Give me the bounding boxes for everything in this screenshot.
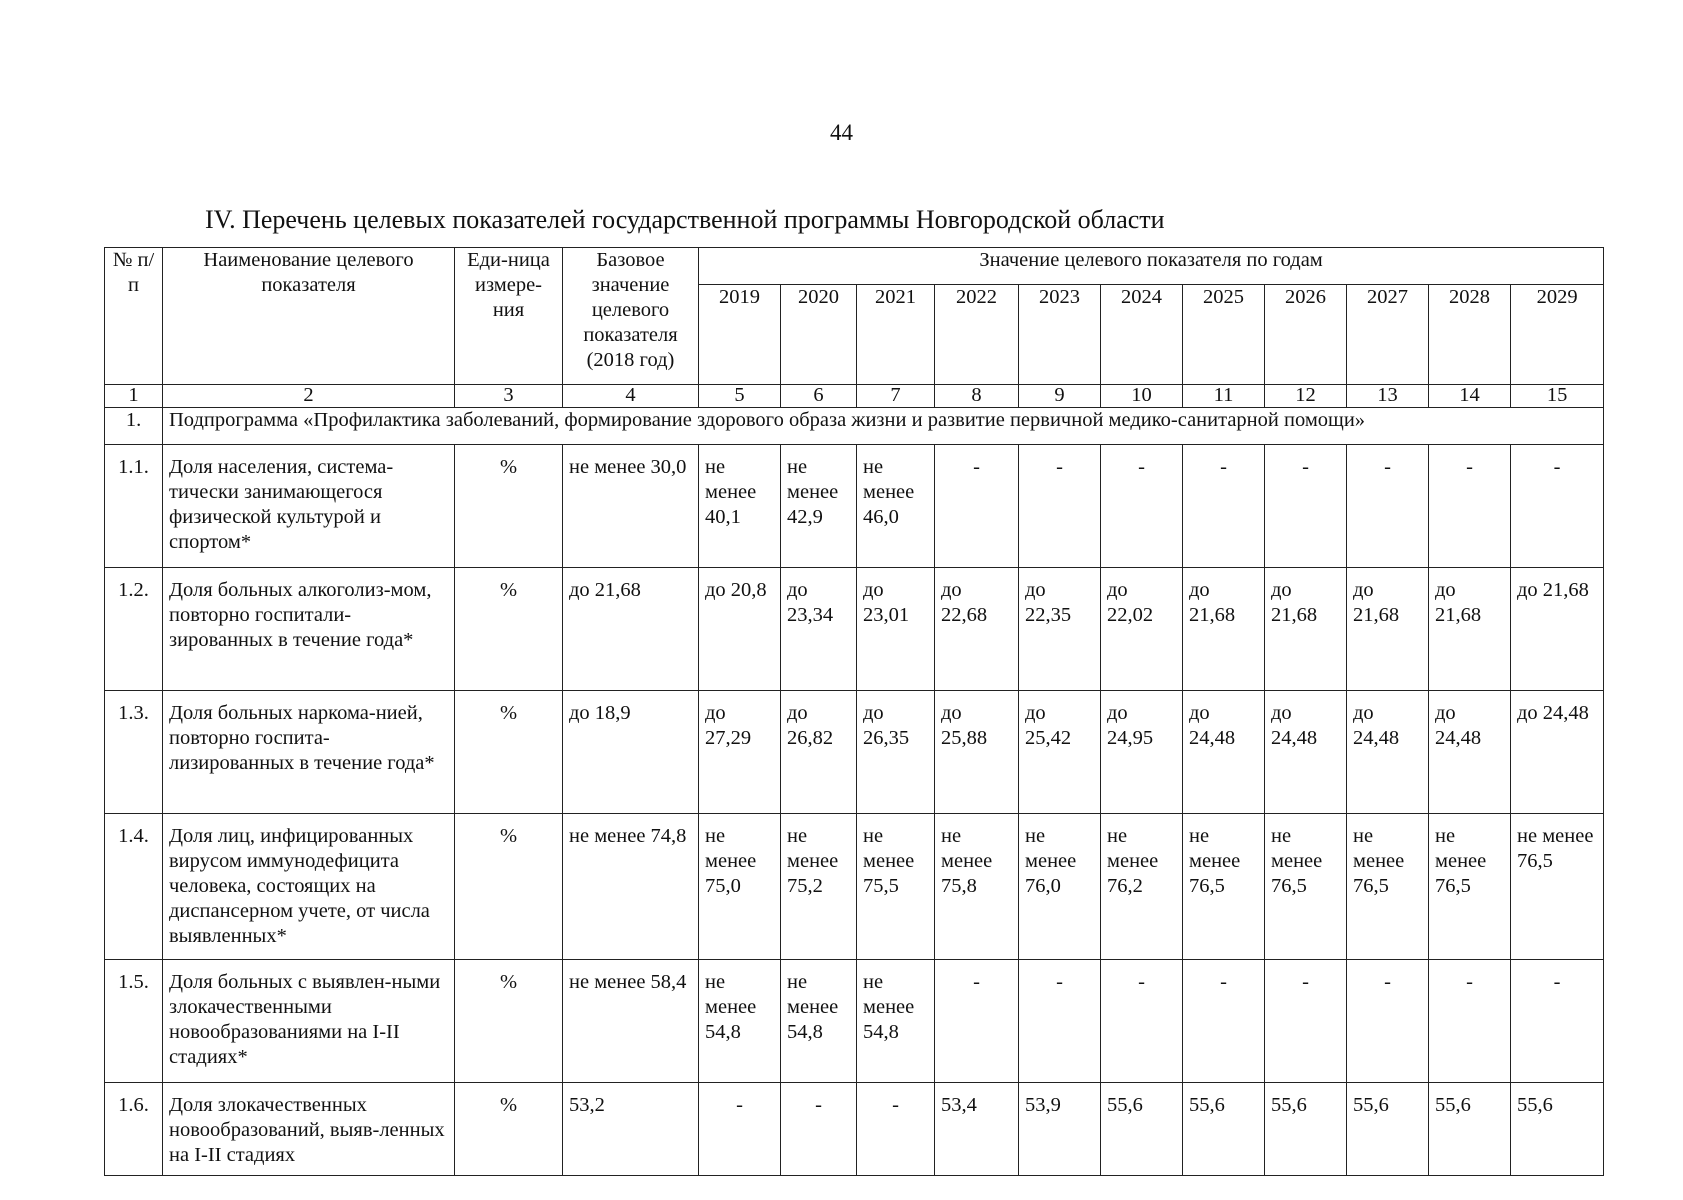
year-value-cell: - bbox=[1101, 960, 1183, 1083]
year-value-cell: не менее 76,2 bbox=[1101, 814, 1183, 960]
unit-cell: % bbox=[455, 814, 563, 960]
row-number: 1.5. bbox=[105, 960, 163, 1083]
year-value-cell: до 27,29 bbox=[699, 691, 781, 814]
year-value-cell: 55,6 bbox=[1511, 1083, 1604, 1176]
year-value-cell: - bbox=[1429, 960, 1511, 1083]
column-index: 1 bbox=[105, 385, 163, 408]
row-number: 1.1. bbox=[105, 445, 163, 568]
unit-cell: % bbox=[455, 568, 563, 691]
unit-cell: % bbox=[455, 1083, 563, 1176]
year-value-cell: 53,9 bbox=[1019, 1083, 1101, 1176]
year-value-cell: не менее 54,8 bbox=[857, 960, 935, 1083]
year-value-cell: 55,6 bbox=[1347, 1083, 1429, 1176]
year-value-cell: - bbox=[1019, 445, 1101, 568]
header-year: 2020 bbox=[781, 285, 857, 385]
year-value-cell: не менее 40,1 bbox=[699, 445, 781, 568]
indicator-rows bbox=[105, 445, 1604, 1176]
year-value-cell: не менее 76,0 bbox=[1019, 814, 1101, 960]
header-num: № п/п bbox=[105, 248, 163, 385]
year-value-cell: не менее 75,2 bbox=[781, 814, 857, 960]
year-value-cell: - bbox=[1183, 445, 1265, 568]
year-value-cell: до 21,68 bbox=[1183, 568, 1265, 691]
base-value-cell: до 18,9 bbox=[563, 691, 699, 814]
indicator-name: Доля лиц, инфицированных вирусом иммунодефицита человека, состоящих на диспансерном учете, от числа выявленных* bbox=[163, 814, 455, 960]
row-number: 1.4. bbox=[105, 814, 163, 960]
column-index: 10 bbox=[1101, 385, 1183, 408]
year-value-cell: до 25,42 bbox=[1019, 691, 1101, 814]
header-year: 2025 bbox=[1183, 285, 1265, 385]
column-index: 12 bbox=[1265, 385, 1347, 408]
year-value-cell: не менее 46,0 bbox=[857, 445, 935, 568]
year-value-cell: - bbox=[935, 445, 1019, 568]
year-value-cell: 55,6 bbox=[1429, 1083, 1511, 1176]
header-year: 2022 bbox=[935, 285, 1019, 385]
document-title: IV. Перечень целевых показателей государственной программы Новгородской области bbox=[205, 205, 1165, 234]
year-value-cell: до 24,48 bbox=[1511, 691, 1604, 814]
subprogram-num: 1. bbox=[105, 408, 163, 445]
year-value-cell: до 21,68 bbox=[1265, 568, 1347, 691]
year-value-cell: до 20,8 bbox=[699, 568, 781, 691]
year-value-cell: - bbox=[1511, 960, 1604, 1083]
year-value-cell: 55,6 bbox=[1101, 1083, 1183, 1176]
year-value-cell: не менее 76,5 bbox=[1265, 814, 1347, 960]
row-number: 1.3. bbox=[105, 691, 163, 814]
base-value-cell: не менее 30,0 bbox=[563, 445, 699, 568]
subprogram-row bbox=[105, 408, 1604, 445]
column-index: 9 bbox=[1019, 385, 1101, 408]
year-value-cell: до 26,82 bbox=[781, 691, 857, 814]
indicator-name: Доля больных наркома-нией, повторно госпита-лизированных в течение года* bbox=[163, 691, 455, 814]
column-index: 11 bbox=[1183, 385, 1265, 408]
subprogram-label: Подпрограмма «Профилактика заболеваний, формирование здорового образа жизни и развитие первичной медико-санитарной помощи» bbox=[163, 408, 1604, 445]
year-value-cell: - bbox=[1183, 960, 1265, 1083]
table-row bbox=[105, 568, 1604, 691]
column-index: 14 bbox=[1429, 385, 1511, 408]
year-value-cell: до 24,48 bbox=[1183, 691, 1265, 814]
header-year: 2029 bbox=[1511, 285, 1604, 385]
column-index: 13 bbox=[1347, 385, 1429, 408]
year-value-cell: до 24,48 bbox=[1429, 691, 1511, 814]
column-index-row bbox=[105, 385, 1604, 408]
year-value-cell: до 21,68 bbox=[1429, 568, 1511, 691]
base-value-cell: 53,2 bbox=[563, 1083, 699, 1176]
unit-cell: % bbox=[455, 960, 563, 1083]
target-indicators-table bbox=[104, 247, 1604, 1176]
year-value-cell: до 21,68 bbox=[1347, 568, 1429, 691]
indicator-name: Доля больных с выявлен-ными злокачественными новообразованиями на I-II стадиях* bbox=[163, 960, 455, 1083]
header-year: 2026 bbox=[1265, 285, 1347, 385]
table-row bbox=[105, 960, 1604, 1083]
header-year: 2027 bbox=[1347, 285, 1429, 385]
column-index: 4 bbox=[563, 385, 699, 408]
column-index: 5 bbox=[699, 385, 781, 408]
year-value-cell: до 21,68 bbox=[1511, 568, 1604, 691]
year-value-cell: - bbox=[1101, 445, 1183, 568]
base-value-cell: не менее 58,4 bbox=[563, 960, 699, 1083]
year-value-cell: не менее 76,5 bbox=[1183, 814, 1265, 960]
row-number: 1.2. bbox=[105, 568, 163, 691]
year-value-cell: не менее 42,9 bbox=[781, 445, 857, 568]
header-years-span: Значение целевого показателя по годам bbox=[699, 248, 1604, 285]
year-value-cell: до 22,02 bbox=[1101, 568, 1183, 691]
header-year: 2021 bbox=[857, 285, 935, 385]
year-value-cell: до 22,35 bbox=[1019, 568, 1101, 691]
column-index: 3 bbox=[455, 385, 563, 408]
header-year: 2024 bbox=[1101, 285, 1183, 385]
year-value-cell: до 24,95 bbox=[1101, 691, 1183, 814]
header-year: 2019 bbox=[699, 285, 781, 385]
indicator-name: Доля населения, система-тически занимающегося физической культурой и спортом* bbox=[163, 445, 455, 568]
page-number: 44 bbox=[830, 120, 853, 145]
year-value-cell: не менее 75,0 bbox=[699, 814, 781, 960]
year-value-cell: до 24,48 bbox=[1347, 691, 1429, 814]
column-index: 6 bbox=[781, 385, 857, 408]
year-value-cell: до 23,01 bbox=[857, 568, 935, 691]
year-value-cell: до 24,48 bbox=[1265, 691, 1347, 814]
year-value-cell: - bbox=[1019, 960, 1101, 1083]
year-value-cell: 53,4 bbox=[935, 1083, 1019, 1176]
header-name: Наименование целевого показателя bbox=[163, 248, 455, 385]
year-value-cell: не менее 54,8 bbox=[699, 960, 781, 1083]
unit-cell: % bbox=[455, 445, 563, 568]
year-value-cell: - bbox=[699, 1083, 781, 1176]
indicator-name: Доля злокачественных новообразований, выяв-ленных на I-II стадиях bbox=[163, 1083, 455, 1176]
year-value-cell: до 23,34 bbox=[781, 568, 857, 691]
base-value-cell: до 21,68 bbox=[563, 568, 699, 691]
header-unit: Еди-ница измере-ния bbox=[455, 248, 563, 385]
table-row bbox=[105, 691, 1604, 814]
year-value-cell: - bbox=[781, 1083, 857, 1176]
year-value-cell: не менее 54,8 bbox=[781, 960, 857, 1083]
year-value-cell: не менее 75,8 bbox=[935, 814, 1019, 960]
year-value-cell: - bbox=[1429, 445, 1511, 568]
year-value-cell: - bbox=[857, 1083, 935, 1176]
year-value-cell: 55,6 bbox=[1183, 1083, 1265, 1176]
year-value-cell: - bbox=[1265, 960, 1347, 1083]
row-number: 1.6. bbox=[105, 1083, 163, 1176]
header-year: 2023 bbox=[1019, 285, 1101, 385]
table-row bbox=[105, 814, 1604, 960]
year-value-cell: - bbox=[1265, 445, 1347, 568]
column-index: 2 bbox=[163, 385, 455, 408]
year-value-cell: - bbox=[1347, 445, 1429, 568]
table-row bbox=[105, 445, 1604, 568]
indicator-name: Доля больных алкоголиз-мом, повторно госпитали-зированных в течение года* bbox=[163, 568, 455, 691]
unit-cell: % bbox=[455, 691, 563, 814]
year-value-cell: до 26,35 bbox=[857, 691, 935, 814]
year-value-cell: не менее 76,5 bbox=[1347, 814, 1429, 960]
column-index: 7 bbox=[857, 385, 935, 408]
year-value-cell: - bbox=[1511, 445, 1604, 568]
year-value-cell: - bbox=[1347, 960, 1429, 1083]
year-value-cell: не менее 75,5 bbox=[857, 814, 935, 960]
column-index: 15 bbox=[1511, 385, 1604, 408]
year-value-cell: до 22,68 bbox=[935, 568, 1019, 691]
header-base: Базовое значение целевого показателя (2018 год) bbox=[563, 248, 699, 385]
table-row bbox=[105, 1083, 1604, 1176]
year-value-cell: до 25,88 bbox=[935, 691, 1019, 814]
year-value-cell: не менее 76,5 bbox=[1429, 814, 1511, 960]
year-value-cell: 55,6 bbox=[1265, 1083, 1347, 1176]
column-index: 8 bbox=[935, 385, 1019, 408]
year-value-cell: не менее 76,5 bbox=[1511, 814, 1604, 960]
header-year: 2028 bbox=[1429, 285, 1511, 385]
base-value-cell: не менее 74,8 bbox=[563, 814, 699, 960]
year-value-cell: - bbox=[935, 960, 1019, 1083]
